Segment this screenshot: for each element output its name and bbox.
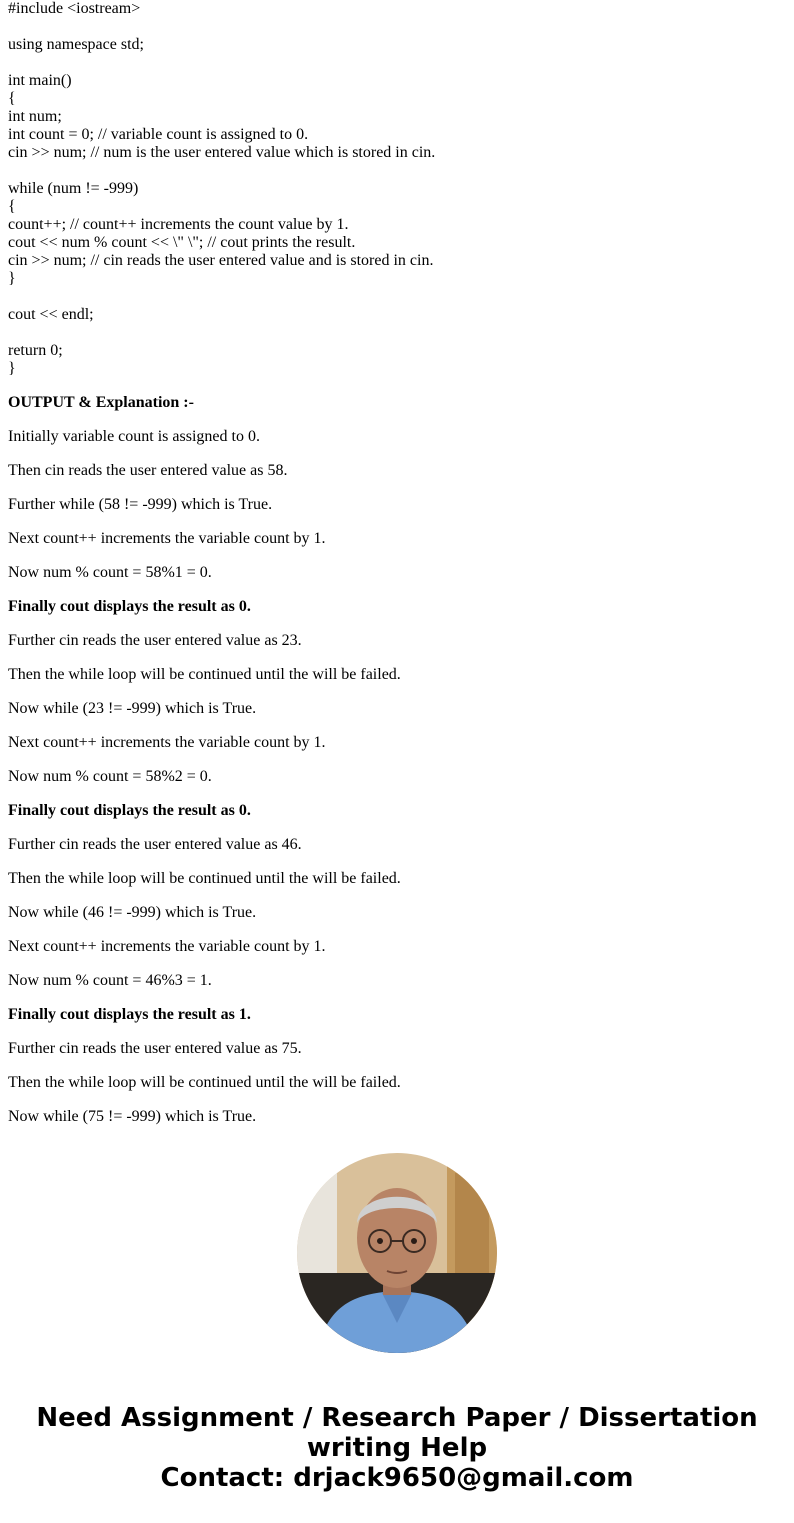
code-line: } [8, 270, 16, 287]
explanation-line: Then the while loop will be continued until the will be failed. [8, 870, 401, 887]
code-line [8, 162, 788, 180]
explanation-line: Next count++ increments the variable count by 1. [8, 734, 326, 751]
result-line: Finally cout displays the result as 0. [8, 598, 251, 615]
author-avatar [297, 1153, 497, 1353]
code-line: int num; [8, 108, 62, 125]
explanation-line: Further cin reads the user entered value as 75. [8, 1040, 302, 1057]
code-line: { [8, 90, 16, 107]
document-body [8, 0, 788, 1126]
promo-contact[interactable]: Contact: drjack9650@gmail.com [160, 1463, 634, 1493]
code-line: int main() [8, 72, 72, 89]
explanation-line: Then the while loop will be continued until the will be failed. [8, 1074, 401, 1091]
code-line [8, 54, 788, 72]
code-line [8, 18, 788, 36]
code-line: cin >> num; // num is the user entered value which is stored in cin. [8, 144, 436, 161]
code-line: { [8, 198, 16, 215]
code-line: } [8, 360, 16, 377]
code-line: using namespace std; [8, 36, 144, 53]
explanation-line: Then the while loop will be continued until the will be failed. [8, 666, 401, 683]
explanation-line: Now num % count = 46%3 = 1. [8, 972, 212, 989]
explanation-line: Next count++ increments the variable count by 1. [8, 938, 326, 955]
code-line: cin >> num; // cin reads the user entered value and is stored in cin. [8, 252, 434, 269]
author-portrait-icon [297, 1153, 497, 1353]
explanation-line: Initially variable count is assigned to 0. [8, 428, 260, 445]
code-listing [8, 0, 788, 378]
code-line [8, 288, 788, 306]
code-line: int count = 0; // variable count is assigned to 0. [8, 126, 309, 143]
explanation-line: Next count++ increments the variable count by 1. [8, 530, 326, 547]
promo-banner [0, 1403, 794, 1493]
promo-line-1: Need Assignment / Research Paper / Dissertation [36, 1403, 758, 1433]
explanation-line: Now while (23 != -999) which is True. [8, 700, 257, 717]
explanation-line: Then cin reads the user entered value as 58. [8, 462, 288, 479]
result-line: Finally cout displays the result as 0. [8, 802, 251, 819]
explanation-line: Now num % count = 58%2 = 0. [8, 768, 212, 785]
explanation-line: Now while (75 != -999) which is True. [8, 1108, 257, 1125]
explanation-line: Further while (58 != -999) which is True. [8, 496, 273, 513]
explanation-section [8, 428, 788, 1126]
explanation-line: Now while (46 != -999) which is True. [8, 904, 257, 921]
explanation-line: Now num % count = 58%1 = 0. [8, 564, 212, 581]
code-line: count++; // count++ increments the count value by 1. [8, 216, 349, 233]
explanation-line: Further cin reads the user entered value as 23. [8, 632, 302, 649]
promo-line-2: writing Help [306, 1433, 488, 1463]
code-line: #include <iostream> [8, 0, 141, 17]
code-line: while (num != -999) [8, 180, 139, 197]
result-line: Finally cout displays the result as 1. [8, 1006, 251, 1023]
output-heading: OUTPUT & Explanation :- [8, 394, 194, 411]
code-line [8, 324, 788, 342]
code-line: return 0; [8, 342, 63, 359]
code-line: cout << endl; [8, 306, 94, 323]
code-line: cout << num % count << \" \"; // cout prints the result. [8, 234, 356, 251]
explanation-line: Further cin reads the user entered value as 46. [8, 836, 302, 853]
